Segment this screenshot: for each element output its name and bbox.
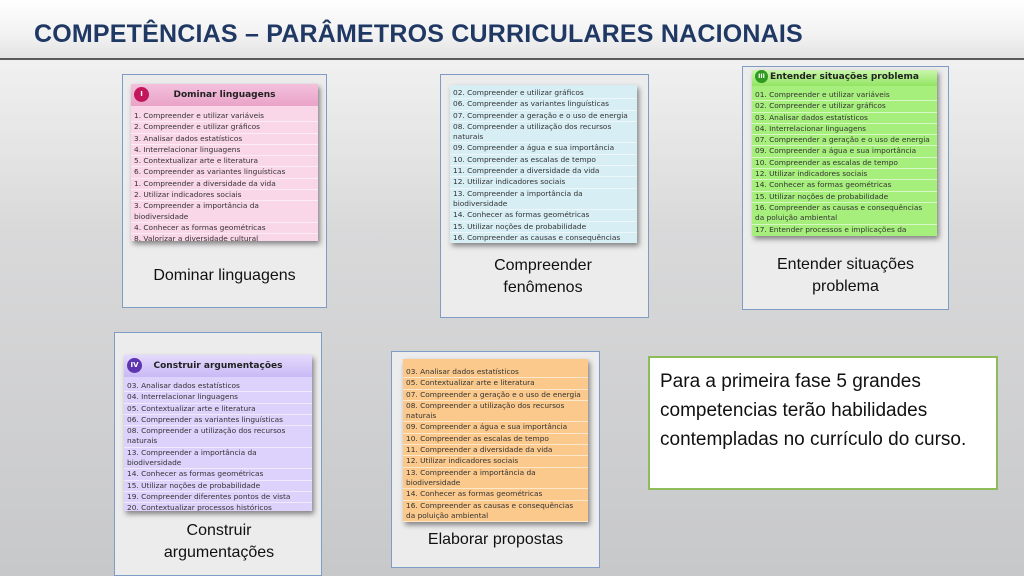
thumb-header [124, 355, 312, 377]
list-item: 01. Compreender e utilizar variáveis [752, 90, 937, 101]
list-item: 13. Compreender a importância da biodiversidade [124, 448, 312, 470]
card-elaborar-propostas [391, 351, 600, 568]
thumbnail-elaborar-propostas [403, 359, 588, 522]
list-item: 11. Compreender a diversidade da vida [403, 445, 588, 456]
list-item: 14. Conhecer as formas geométricas [124, 469, 312, 480]
list-item: 16. Compreender as causas e consequências da poluição ambiental [403, 501, 588, 522]
list-item: 03. Analisar dados estatísticos [752, 113, 937, 124]
card-entender-situacoes [742, 66, 949, 310]
info-note: Para a primeira fase 5 grandes competencias terão habilidades contempladas no currículo do curso. [648, 356, 998, 490]
list-item: 16. Compreender as causas e consequências [450, 233, 637, 243]
card-caption: Dominar linguagens [153, 267, 296, 284]
slide-title: COMPETÊNCIAS – PARÂMETROS CURRICULARES NACIONAIS [34, 20, 803, 48]
thumb-header [752, 70, 937, 86]
card-dominar-linguagens [122, 74, 327, 308]
list-item: 12. Utilizar indicadores sociais [450, 177, 637, 188]
list-item: 6. Compreender as variantes linguísticas [131, 167, 318, 178]
list-item: 17. Entender processos e implicações da [752, 225, 937, 236]
badge-icon: I [134, 87, 149, 102]
thumbnail-construir-argumentacoes [124, 355, 312, 511]
list-item: 09. Compreender a água e sua importância [450, 143, 637, 154]
list-item: 12. Utilizar indicadores sociais [752, 169, 937, 180]
list-item: 19. Compreender diferentes pontos de vista [124, 492, 312, 503]
list-item: 09. Compreender a água e sua importância [752, 146, 937, 157]
thumb-header [131, 84, 318, 106]
list-item: 20. Contextualizar processos históricos [124, 503, 312, 511]
list-item: 1. Compreender a diversidade da vida [131, 179, 318, 190]
list-item: 09. Compreender a água e sua importância [403, 422, 588, 433]
list-item: 3. Analisar dados estatísticos [131, 134, 318, 145]
list-item: 10. Compreender as escalas de tempo [450, 155, 637, 166]
list-item: 16. Compreender as causas e consequências da poluição ambiental [752, 203, 937, 225]
list-item: 15. Utilizar noções de probabilidade [450, 222, 637, 233]
list-item: 06. Compreender as variantes linguísticas [124, 415, 312, 426]
card-construir-argumentacoes [114, 332, 322, 576]
list-item: 2. Compreender e utilizar gráficos [131, 122, 318, 133]
list-item: 12. Utilizar indicadores sociais [403, 456, 588, 467]
list-item: 02. Compreender e utilizar gráficos [752, 101, 937, 112]
list-item: 14. Conhecer as formas geométricas [450, 210, 637, 221]
list-item: 5. Contextualizar arte e literatura [131, 156, 318, 167]
card-caption: Compreender fenômenos [494, 257, 592, 296]
card-caption: Construir argumentações [163, 522, 275, 561]
list-item: 11. Compreender a diversidade da vida [450, 166, 637, 177]
list-item: 15. Utilizar noções de probabilidade [124, 481, 312, 492]
list-item: 8. Valorizar a diversidade cultural [131, 234, 318, 241]
skills-list [124, 377, 312, 511]
card-caption: Elaborar propostas [427, 531, 564, 548]
list-item: 4. Interrelacionar linguagens [131, 145, 318, 156]
list-item: 10. Compreender as escalas de tempo [752, 158, 937, 169]
badge-icon: III [755, 70, 768, 83]
skills-list [752, 86, 937, 236]
list-item: 03. Analisar dados estatísticos [124, 381, 312, 392]
list-item: 14. Conhecer as formas geométricas [403, 489, 588, 500]
list-item: 13. Compreender a importância da biodiversidade [403, 468, 588, 490]
list-item: 04. Interrelacionar linguagens [752, 124, 937, 135]
list-item: 14. Conhecer as formas geométricas [752, 180, 937, 191]
badge-icon: IV [127, 358, 142, 373]
list-item: 07. Compreender a geração e o uso de energia [403, 390, 588, 401]
list-item: 08. Compreender a utilização dos recursos naturais [450, 122, 637, 144]
list-item: 15. Utilizar noções de probabilidade [752, 192, 937, 203]
list-item: 1. Compreender e utilizar variáveis [131, 111, 318, 122]
list-item: 10. Compreender as escalas de tempo [403, 434, 588, 445]
title-band [0, 0, 1024, 60]
thumb-title: Entender situações problema [770, 72, 919, 82]
list-item: 08. Compreender a utilização dos recursos naturais [124, 426, 312, 448]
thumbnail-compreender-fenomenos [450, 85, 637, 243]
list-item: 07. Compreender a geração e o uso de energia [450, 111, 637, 122]
skills-list [131, 106, 318, 241]
list-item: 2. Utilizar indicadores sociais [131, 190, 318, 201]
list-item: 02. Compreender e utilizar gráficos [450, 88, 637, 99]
card-compreender-fenomenos [440, 74, 649, 318]
thumb-title: Dominar linguagens [173, 90, 276, 100]
list-item: 05. Contextualizar arte e literatura [403, 378, 588, 389]
list-item: 13. Compreender a importância da biodiversidade [450, 189, 637, 211]
list-item: 3. Compreender a importância da biodiversidade [131, 201, 318, 223]
skills-list [450, 85, 637, 243]
list-item: 05. Contextualizar arte e literatura [124, 404, 312, 415]
list-item: 08. Compreender a utilização dos recursos naturais [403, 401, 588, 423]
list-item: 07. Compreender a geração e o uso de energia [752, 135, 937, 146]
card-caption: Entender situações problema [777, 256, 914, 295]
list-item: 04. Interrelacionar linguagens [124, 392, 312, 403]
skills-list [403, 359, 588, 522]
list-item: 06. Compreender as variantes linguísticas [450, 99, 637, 110]
list-item: 03. Analisar dados estatísticos [403, 367, 588, 378]
thumbnail-entender-situacoes [752, 70, 937, 236]
thumbnail-dominar-linguagens [131, 84, 318, 241]
thumb-title: Construir argumentações [153, 361, 283, 371]
list-item: 4. Conhecer as formas geométricas [131, 223, 318, 234]
